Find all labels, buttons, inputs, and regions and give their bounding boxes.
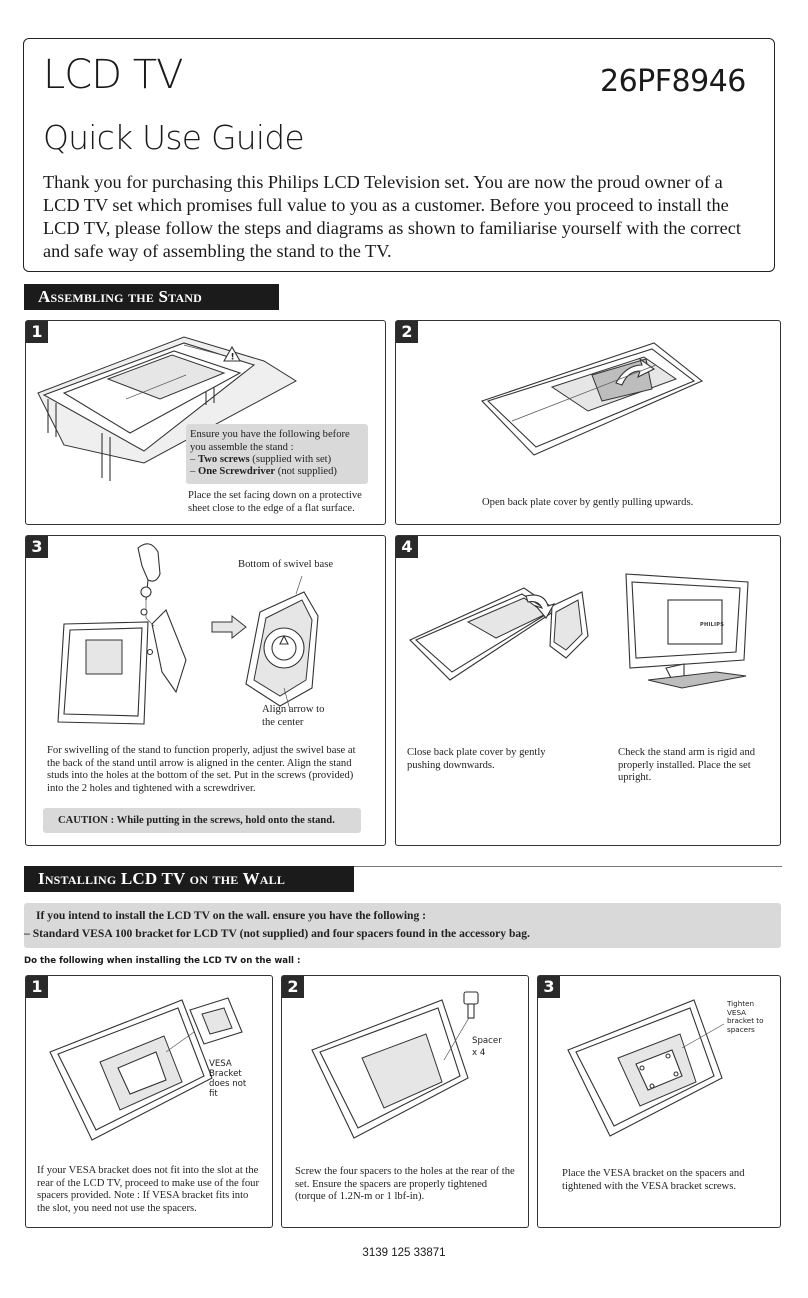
- step-number: 3: [538, 976, 560, 998]
- wall-step-2-panel: [281, 975, 529, 1228]
- stand-step-2-panel: [395, 320, 781, 525]
- checklist-item-prefix: –: [190, 466, 198, 477]
- step-number: 4: [396, 536, 418, 558]
- step-number: 1: [26, 976, 48, 998]
- wall-step-3-panel: [537, 975, 781, 1228]
- document-subtitle: Quick Use Guide: [43, 118, 304, 157]
- tv-back-plate-open-illustration: [476, 339, 716, 469]
- checklist-item-rest: (supplied with set): [249, 454, 332, 465]
- stand-attach-illustration: [46, 540, 216, 726]
- spacers-illustration: [308, 986, 528, 1146]
- model-number: 26PF8946: [600, 64, 746, 99]
- step-caption: For swivelling of the stand to function properly, adjust the swivel base at the back of the stand until arrow is aligned in the center. Align the stand studs into the holes at the bottom of the set. Put in the screws (provided) into the 2 holes and tightened with a screwdriver.: [47, 745, 356, 794]
- stand-step-3-panel: [25, 535, 386, 846]
- step-caption-left: Close back plate cover by gently pushing downwards.: [407, 747, 546, 771]
- step-caption: Screw the four spacers to the holes at the rear of the set. Ensure the spacers are properly tightened (torque of 1.2N-m or 1 lbf-in).: [295, 1166, 515, 1202]
- label-vesa-not-fit: VESA Bracket does not fit: [209, 1059, 247, 1099]
- label-bottom-of-swivel-base: Bottom of swivel base: [238, 559, 334, 570]
- label-tighten-vesa: Tighten VESA bracket to spacers: [727, 999, 764, 1034]
- brand-logo: PHILIPS: [700, 622, 725, 628]
- divider: [354, 866, 782, 867]
- checklist-intro: Ensure you have the following before you assemble the stand :: [190, 429, 350, 453]
- label-align-arrow: Align arrow to the center: [262, 704, 325, 728]
- step-number: 2: [282, 976, 304, 998]
- checklist-item-screwdriver: [190, 466, 366, 479]
- svg-text:!: !: [230, 352, 235, 363]
- checklist-item-prefix: –: [190, 454, 198, 465]
- tighten-vesa-bracket-illustration: [564, 990, 744, 1140]
- stand-step-4-panel: [395, 535, 781, 846]
- document-code: 3139 125 33871: [362, 1247, 446, 1259]
- intro-paragraph: Thank you for purchasing this Philips LCD Television set. You are now the proud owner of a LCD TV set which promises full value to you as a customer. Before you proceed to install the LCD TV, please follow the steps and diagrams as shown to familiarise yourself with the correct and safe way of assembling the stand to the TV.: [43, 172, 741, 261]
- step-caption: Place the set facing down on a protective sheet close to the edge of a flat surface.: [188, 490, 362, 514]
- checklist-item-rest: (not supplied): [275, 466, 337, 477]
- step-number: 2: [396, 321, 418, 343]
- step-number: 3: [26, 536, 48, 558]
- back-plate-close-illustration: [406, 576, 596, 686]
- label-spacer: Spacer: [472, 1036, 502, 1046]
- checklist-item-bold: Two screws: [197, 454, 250, 465]
- step-number: 1: [26, 321, 48, 343]
- document-title: LCD TV: [43, 52, 183, 98]
- requirements-line-1: If you intend to install the LCD TV on the wall. ensure you have the following :: [36, 909, 427, 922]
- section-heading-installing-wall: Installing LCD TV on the Wall: [24, 866, 354, 892]
- requirements-line-2: – Standard VESA 100 bracket for LCD TV (not supplied) and four spacers found in the accessory bag.: [24, 927, 530, 940]
- stand-step-1-panel: [25, 320, 386, 525]
- checklist-item-screws: [190, 454, 366, 467]
- section-heading-assembling-stand: Assembling the Stand: [24, 284, 279, 310]
- step-caption: Open back plate cover by gently pulling upwards.: [482, 497, 694, 508]
- table-with-tv-illustration: [34, 333, 364, 513]
- checklist-item-bold: One Screwdriver: [197, 466, 276, 477]
- step-caption-right: Check the stand arm is rigid and properly installed. Place the set upright.: [618, 747, 756, 783]
- label-spacer-count: x 4: [472, 1048, 486, 1058]
- wall-instruction: Do the following when installing the LCD TV on the wall :: [24, 956, 301, 966]
- step-caption: Place the VESA bracket on the spacers and tightened with the VESA bracket screws.: [562, 1168, 745, 1192]
- swivel-base-illustration: [240, 576, 330, 706]
- wall-step-1-panel: [25, 975, 273, 1228]
- step-caption: If your VESA bracket does not fit into the slot at the rear of the LCD TV, proceed to make use of the four spacers provided. Note : If VESA bracket fits into the slot, you need not use the spacers.: [37, 1165, 260, 1214]
- tv-upright-illustration: [622, 572, 752, 692]
- caution-text: CAUTION : While putting in the screws, hold onto the stand.: [58, 815, 335, 826]
